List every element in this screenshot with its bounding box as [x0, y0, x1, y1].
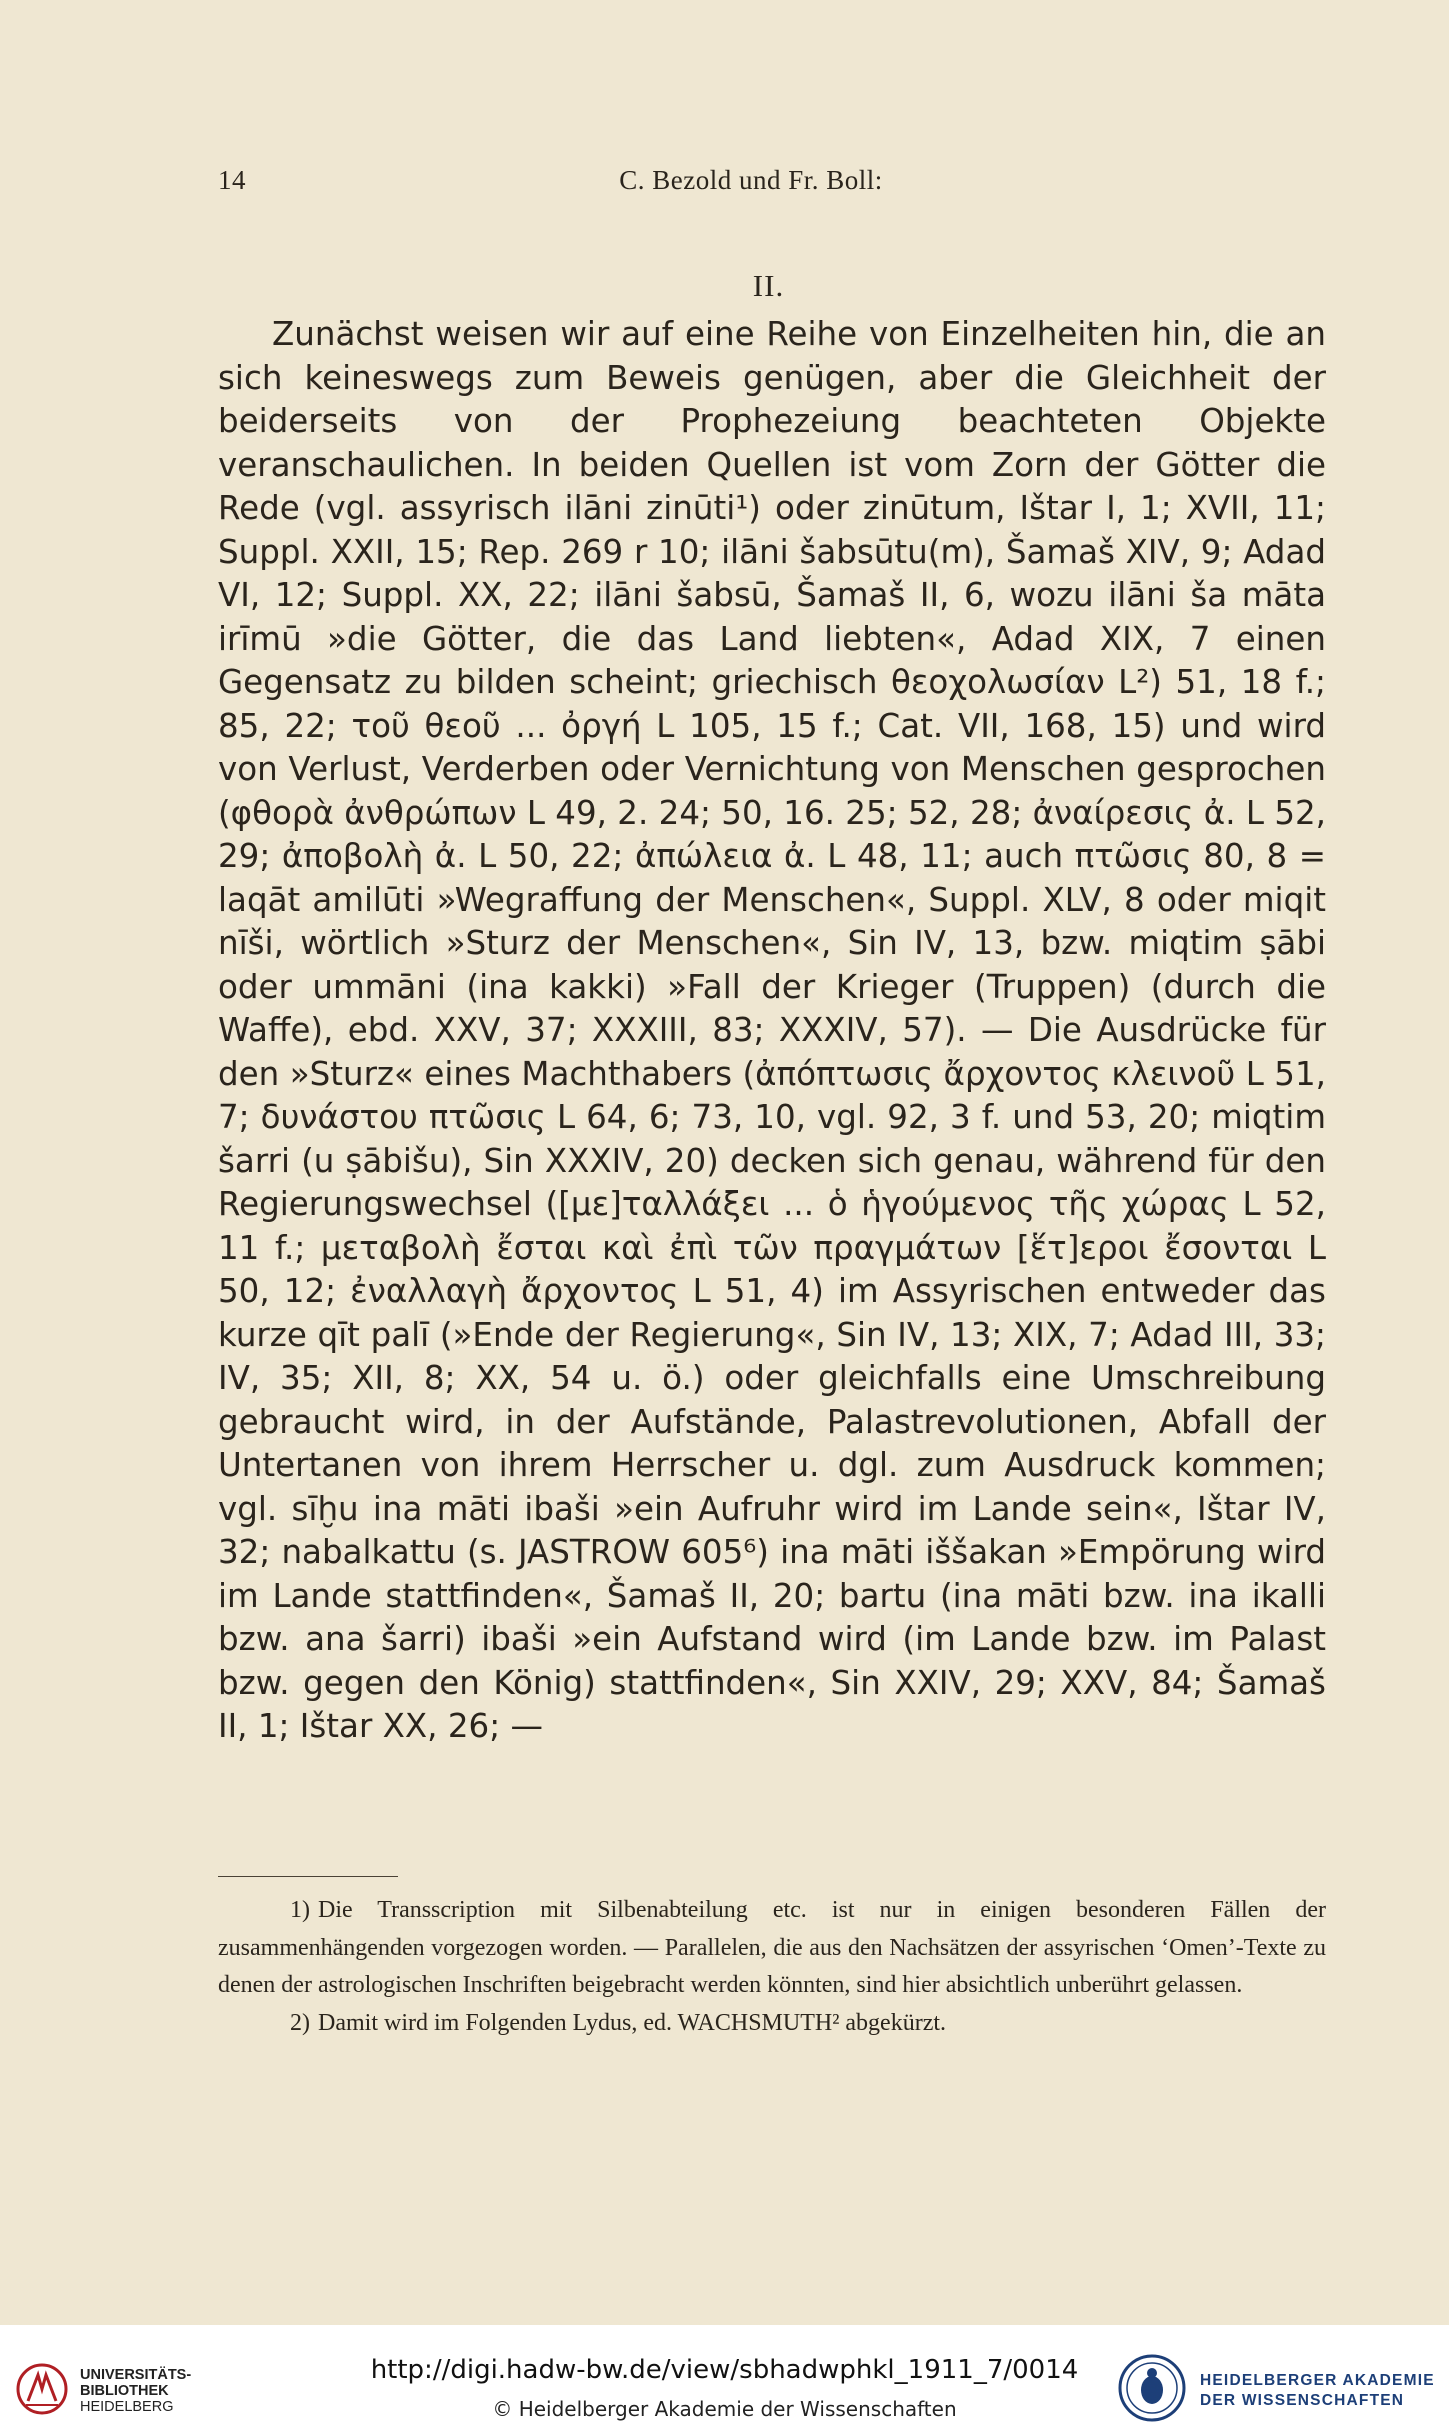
copyright-notice: © Heidelberger Akademie der Wissenschaften	[492, 2397, 957, 2421]
footnote-text: Die Transscription mit Silbenabteilung etc. ist nur in einigen besonderen Fällen der zusammenhängenden vorgezogen worden. — Parallelen, die aus den Nachsätzen der assyrischen ‘Omen’-Texte zu denen der astrologischen Inschriften beigebracht werden könnten, sind hier absichtlich unberührt gelassen.	[218, 1897, 1326, 1998]
viewer-footer	[0, 2325, 1449, 2435]
body-paragraph: Zunächst weisen wir auf eine Reihe von Einzelheiten hin, die an sich keineswegs zum Beweis genügen, aber die Gleichheit der beiderseits von der Prophezeiung beachteten Objekte veranschaulichen. In beiden Quellen ist vom Zorn der Götter die Rede (vgl. assyrisch ilāni zinūti¹) oder zinūtum, Ištar I, 1; XVII, 11; Suppl. XXII, 15; Rep. 269 r 10; ilāni šabsūtu(m), Šamaš XIV, 9; Adad VI, 12; Suppl. XX, 22; ilāni šabsū, Šamaš II, 6, wozu ilāni ša māta irīmū »die Götter, die das Land liebten«, Adad XIX, 7 einen Gegensatz zu bilden scheint; griechisch θεοχολωσίαν L²) 51, 18 f.; 85, 22; τοῦ θεοῦ ... ὀργή L 105, 15 f.; Cat. VII, 168, 15) und wird von Verlust, Verderben oder Vernichtung von Menschen gesprochen (φθορὰ ἀνθρώπων L 49, 2. 24; 50, 16. 25; 52, 28; ἀναίρεσις ἀ. L 52, 29; ἀποβολὴ ἀ. L 50, 22; ἀπώλεια ἀ. L 48, 11; auch πτῶσις 80, 8 = laqāt amilūti »Wegraffung der Menschen«, Suppl. XLV, 8 oder miqit nīši, wörtlich »Sturz der Menschen«, Sin IV, 13, bzw. miqtim ṣābi oder ummāni (ina kakki) »Fall der Krieger (Truppen) (durch die Waffe), ebd. XXV, 37; XXXIII, 83; XXXIV, 57). — Die Ausdrücke für den »Sturz« eines Machthabers (ἀπόπτωσις ἄρχοντος κλεινοῦ L 51, 7; δυνάστου πτῶσις L 64, 6; 73, 10, vgl. 92, 3 f. und 53, 20; miqtim šarri (u ṣābišu), Sin XXXIV, 20) decken sich genau, während für den Regierungswechsel ([με]ταλλάξει ... ὁ ἡγούμενος τῆς χώρας L 52, 11 f.; μεταβολὴ ἔσται καὶ ἐπὶ τῶν πραγμάτων [ἕτ]εροι ἔσονται L 50, 12; ἐναλλαγὴ ἄρχοντος L 51, 4) im Assyrischen entweder das kurze qīt palī (»Ende der Regierung«, Sin IV, 13; XIX, 7; Adad III, 33; IV, 35; XII, 8; XX, 54 u. ö.) oder gleichfalls eine Umschreibung gebraucht wird, in der Aufstände, Palastrevolutionen, Abfall der Untertanen von ihrem Herrscher u. dgl. zum Ausdruck kommen; vgl. sīḫu ina māti ibaši »ein Aufruhr wird im Lande sein«, Ištar IV, 32; nabalkattu (s. JASTROW 605⁶) ina māti iššakan »Empörung wird im Lande stattfinden«, Šamaš II, 20; bartu (ina māti bzw. ina ikalli bzw. ana šarri) ibaši »ein Aufstand wird (im Lande bzw. im Palast bzw. gegen den König) stattfinden«, Sin XXIV, 29; XXV, 84; Šamaš II, 1; Ištar XX, 26; —	[218, 315, 1326, 1745]
footnote-number: 1)	[290, 1897, 310, 1923]
university-line-2: BIBLIOTHEK	[80, 2383, 169, 2399]
footnote-1	[218, 1892, 1326, 2005]
running-head	[218, 165, 1284, 205]
academy-line-1: HEIDELBERGER AKADEMIE	[1200, 2372, 1435, 2389]
permalink-url[interactable]: http://digi.hadw-bw.de/view/sbhadwphkl_1911_7/0014	[370, 2355, 1079, 2385]
university-line-3: HEIDELBERG	[80, 2399, 174, 2415]
running-head-title: C. Bezold und Fr. Boll:	[619, 165, 883, 195]
university-line-1: UNIVERSITÄTS-	[80, 2367, 192, 2383]
footnote-divider	[218, 1876, 398, 1877]
academy-name	[1200, 2371, 1435, 2411]
academy-seal-icon	[1117, 2353, 1187, 2423]
footnote-number: 2)	[290, 2009, 310, 2036]
academy-line-2: DER WISSENSCHAFTEN	[1200, 2392, 1405, 2409]
main-text	[218, 313, 1326, 1749]
page-number: 14	[218, 165, 246, 195]
footnotes	[218, 1892, 1326, 2042]
footnote-2	[218, 2005, 1326, 2043]
section-heading: II.	[752, 268, 785, 303]
footnote-text: Damit wird im Folgenden Lydus, ed. WACHSMUTH² abgekürzt.	[318, 2009, 947, 2036]
